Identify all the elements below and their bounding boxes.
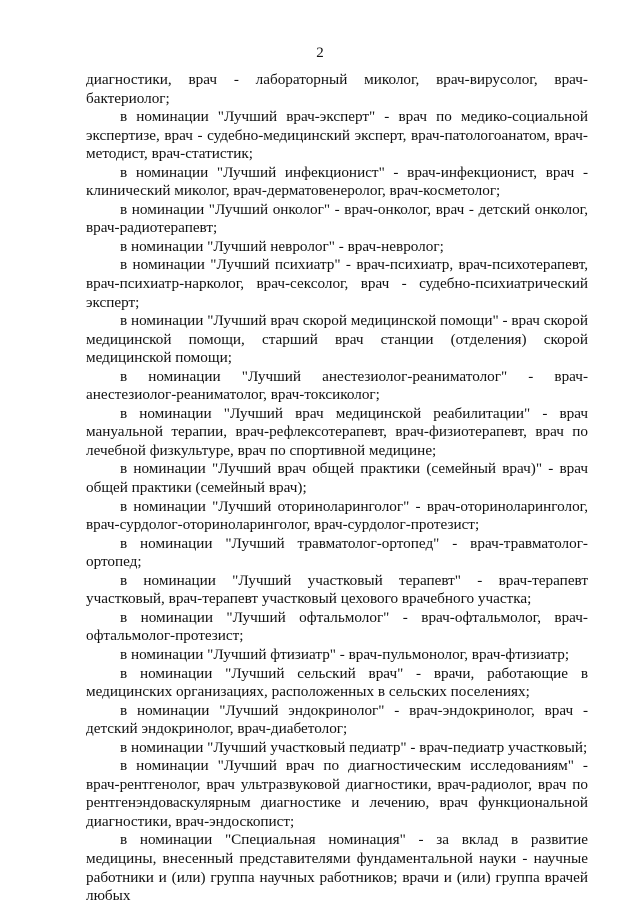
nomination-otorhinolaryngologist: в номинации "Лучший оториноларинголог" - врач-оториноларинголог, врач-сурдолог-оториноларинголог, врач-сурдолог-протезист; [86, 497, 588, 534]
nomination-psychiatrist: в номинации "Лучший психиатр" - врач-психиатр, врач-психотерапевт, врач-психиатр-нарколог, врач-сексолог, врач - судебно-психиатрический эксперт; [86, 256, 588, 311]
nomination-traumatologist: в номинации "Лучший травматолог-ортопед" - врач-травматолог-ортопед; [86, 534, 588, 571]
nomination-oncologist: в номинации "Лучший онколог" - врач-онколог, врач - детский онколог, врач-радиотерапевт; [86, 200, 588, 237]
nomination-general-practice: в номинации "Лучший врач общей практики (семейный врач)" - врач общей практики (семейный врач); [86, 460, 588, 497]
nomination-expert: в номинации "Лучший врач-эксперт" - врач по медико-социальной экспертизе, врач - судебно-медицинский эксперт, врач-патологоанатом, врач-методист, врач-статистик; [86, 108, 588, 163]
nomination-rural-doctor: в номинации "Лучший сельский врач" - врачи, работающие в медицинских организациях, расположенных в сельских поселениях; [86, 664, 588, 701]
nomination-endocrinologist: в номинации "Лучший эндокринолог" - врач-эндокринолог, врач - детский эндокринолог, врач-диабетолог; [86, 701, 588, 738]
nomination-phthisiatrician: в номинации "Лучший фтизиатр" - врач-пульмонолог, врач-фтизиатр; [120, 645, 570, 663]
nomination-anesthesiologist: в номинации "Лучший анестезиолог-реаниматолог" - врач-анестезиолог-реаниматолог, врач-токсиколог; [86, 367, 588, 404]
nomination-pediatrician: в номинации "Лучший участковый педиатр" - врач-педиатр участковый; [120, 738, 588, 756]
nomination-ophthalmologist: в номинации "Лучший офтальмолог" - врач-офтальмолог, врач-офтальмолог-протезист; [86, 608, 588, 645]
nomination-neurologist: в номинации "Лучший невролог" - врач-невролог; [120, 237, 444, 255]
nomination-rehabilitation: в номинации "Лучший врач медицинской реабилитации" - врач мануальной терапии, врач-рефлексотерапевт, врач-физиотерапевт, врач по лечебной физкультуре, врач по спортивной медицине; [86, 404, 588, 459]
document-body [86, 71, 588, 906]
paragraph-continuation: диагностики, врач - лабораторный миколог, врач-вирусолог, врач-бактериолог; [86, 71, 588, 107]
nomination-diagnostics: в номинации "Лучший врач по диагностическим исследованиям" - врач-рентгенолог, врач ультразвуковой диагностики, врач-радиолог, врач по рентгенэндоваскулярным диагностике и лечению, врач функциональной диагностики, врач-эндоскопист; [86, 757, 588, 830]
nomination-infectionist: в номинации "Лучший инфекционист" - врач-инфекционист, врач - клинический миколог, врач-дерматовенеролог, врач-косметолог; [86, 163, 588, 200]
nomination-emergency: в номинации "Лучший врач скорой медицинской помощи" - врач скорой медицинской помощи, старший врач станции (отделения) скорой медицинской помощи; [86, 312, 588, 367]
nomination-therapist: в номинации "Лучший участковый терапевт" - врач-терапевт участковый, врач-терапевт участковый цехового врачебного участка; [86, 571, 588, 608]
page-number: 2 [316, 45, 324, 61]
nomination-special: в номинации "Специальная номинация" - за вклад в развитие медицины, внесенный представителями фундаментальной науки - научные работники и (или) группа научных работников; врачи и (или) группа врачей любых [86, 831, 588, 905]
